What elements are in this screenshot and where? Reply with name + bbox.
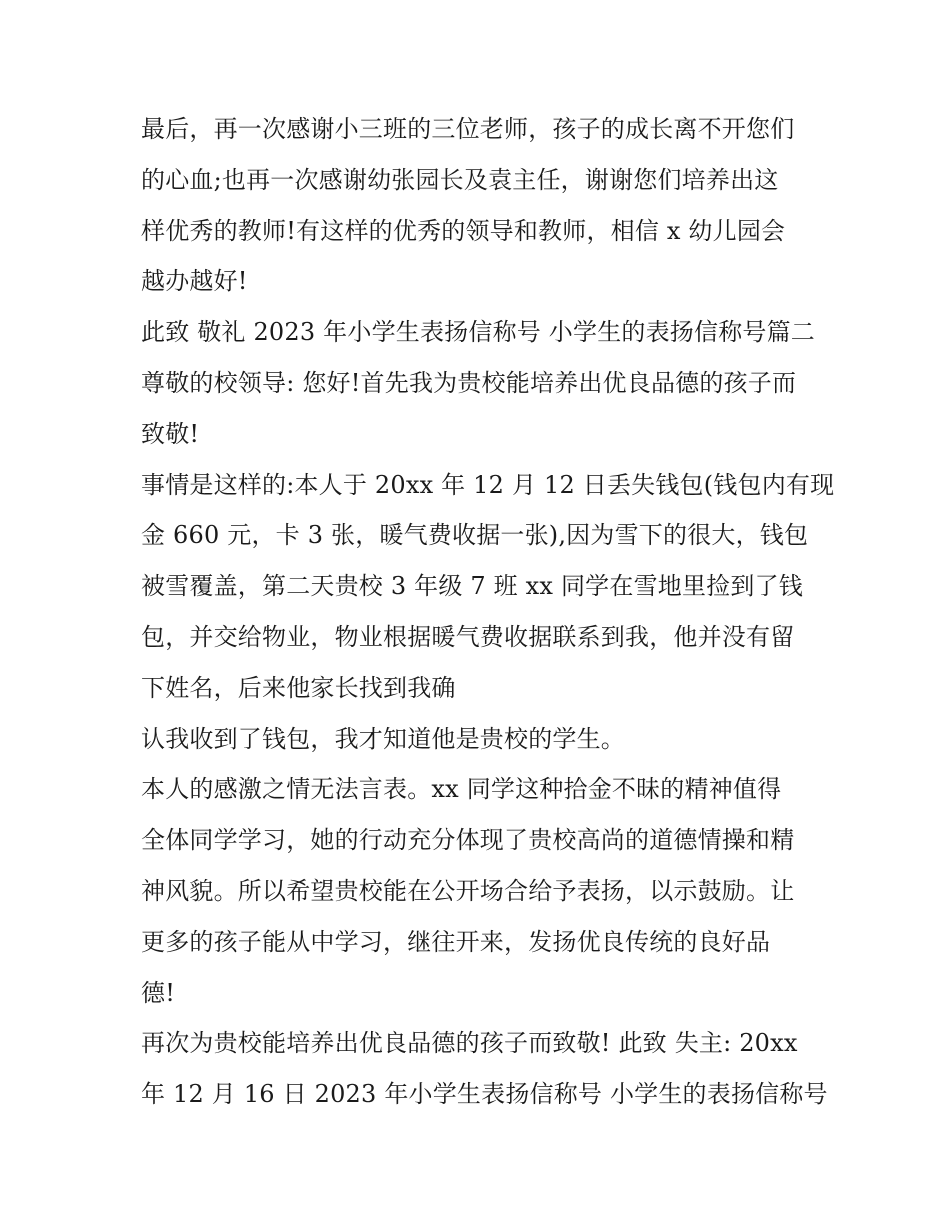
text-line: 样优秀的教师!有这样的优秀的领导和教师，相信 x 幼儿园会 bbox=[141, 216, 786, 245]
text-line: 此致 敬礼 2023 年小学生表扬信称号 小学生的表扬信称号篇二 bbox=[141, 318, 815, 347]
text-line: 金 660 元，卡 3 张，暖气费收据一张),因为雪下的很大，钱包 bbox=[141, 521, 809, 550]
text-line: 被雪覆盖，第二天贵校 3 年级 7 班 xx 同学在雪地里捡到了钱 bbox=[141, 572, 803, 601]
text-line: 下姓名，后来他家长找到我确 bbox=[141, 673, 456, 702]
document-body bbox=[141, 104, 835, 1120]
text-line: 的心血;也再一次感谢幼张园长及袁主任，谢谢您们培养出这 bbox=[141, 165, 779, 194]
text-line: 越办越好! bbox=[141, 267, 248, 296]
text-line: 尊敬的校领导: 您好!首先我为贵校能培养出优良品德的孩子而 bbox=[141, 368, 797, 397]
text-line: 最后，再一次感谢小三班的三位老师，孩子的成长离不开您们 bbox=[141, 115, 795, 143]
text-line: 事情是这样的:本人于 20xx 年 12 月 12 日丢失钱包(钱包内有现 bbox=[141, 470, 835, 499]
text-line: 认我收到了钱包，我才知道他是贵校的学生。 bbox=[141, 724, 625, 753]
text-line: 神风貌。所以希望贵校能在公开场合给予表扬，以示鼓励。让 bbox=[141, 876, 795, 905]
text-line: 更多的孩子能从中学习，继往开来，发扬优良传统的良好品 bbox=[141, 927, 771, 956]
text-line: 本人的感激之情无法言表。xx 同学这种拾金不昧的精神值得 bbox=[141, 775, 782, 804]
text-line: 德! bbox=[141, 978, 176, 1007]
text-line: 全体同学学习，她的行动充分体现了贵校高尚的道德情操和精 bbox=[141, 826, 795, 855]
text-line: 年 12 月 16 日 2023 年小学生表扬信称号 小学生的表扬信称号 bbox=[141, 1080, 828, 1109]
text-line: 包，并交给物业，物业根据暖气费收据联系到我，他并没有留 bbox=[141, 622, 795, 651]
text-line: 致敬! bbox=[141, 419, 200, 448]
text-line: 再次为贵校能培养出优良品德的孩子而致敬! 此致 失主: 20xx bbox=[141, 1029, 798, 1058]
